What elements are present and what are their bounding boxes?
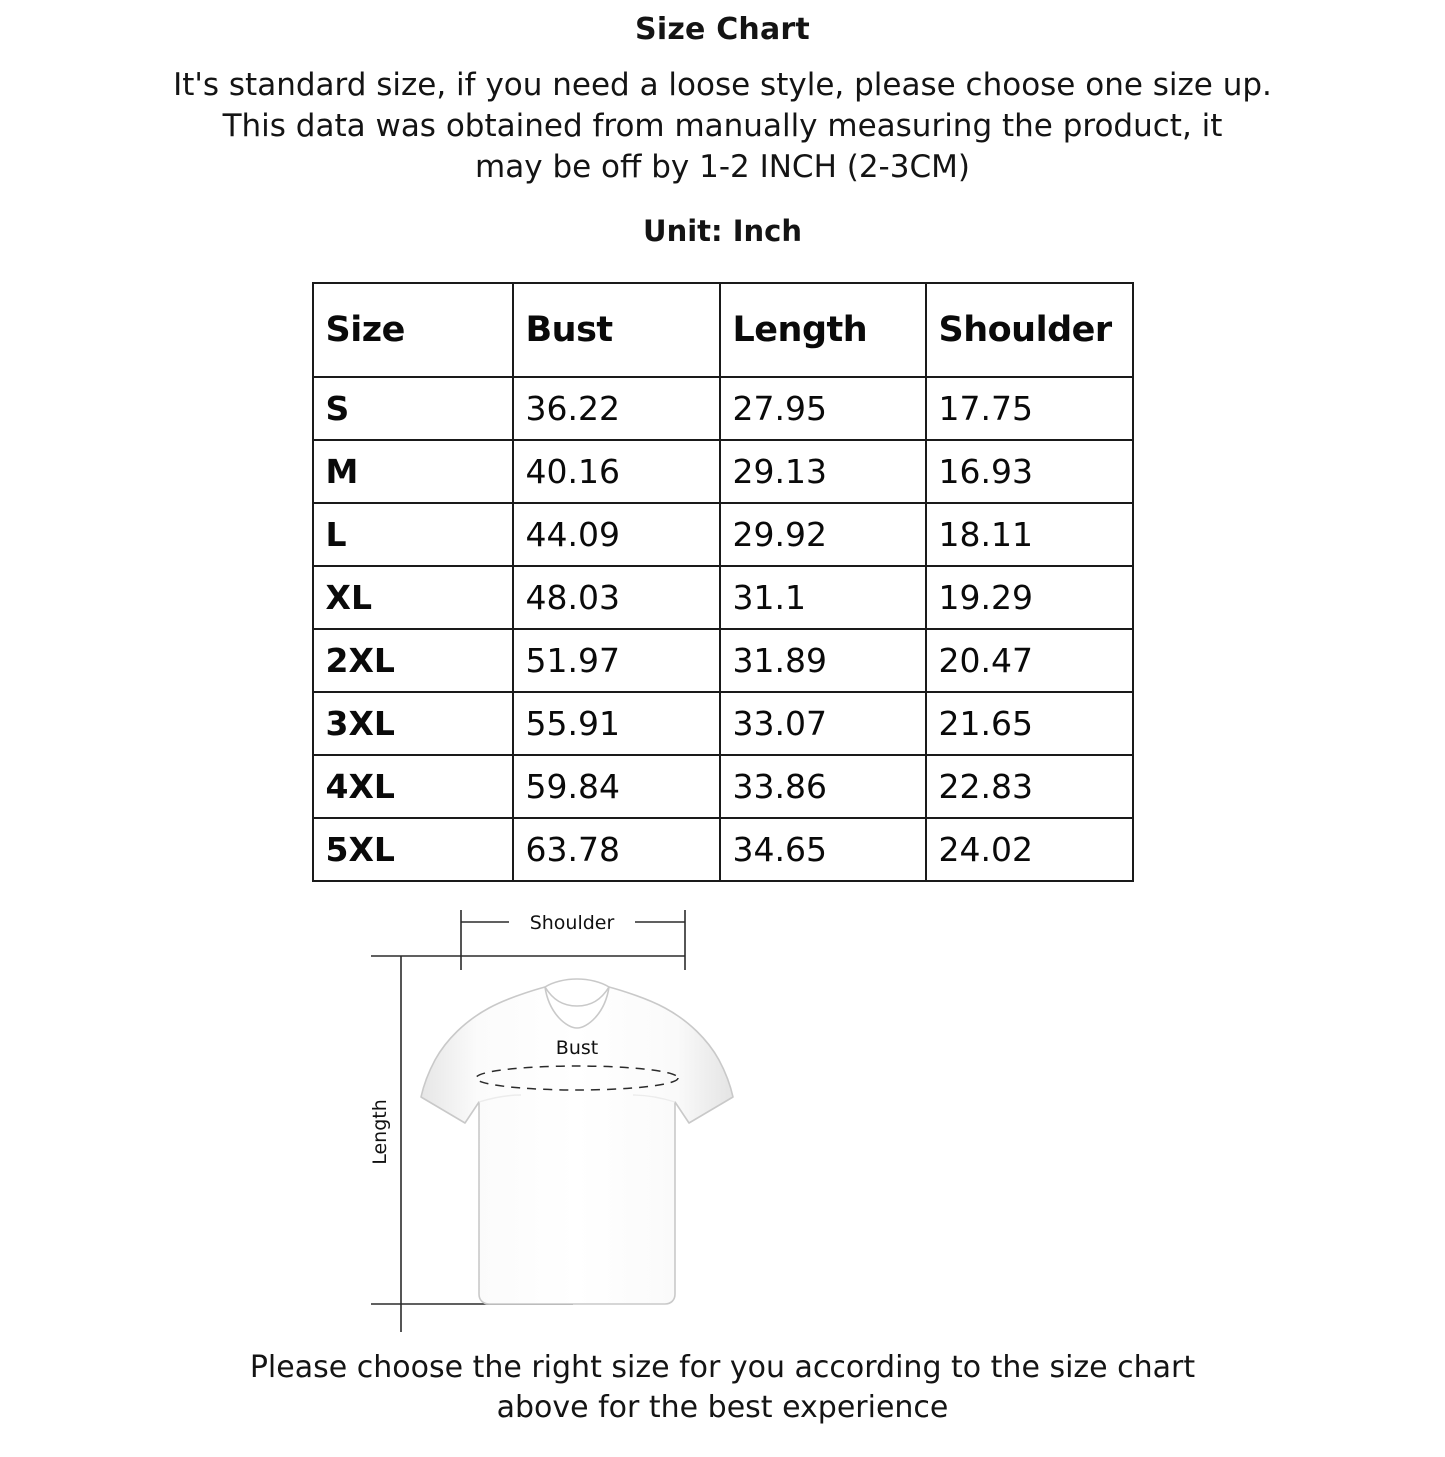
bust-dimension-label: Bust <box>555 1037 598 1059</box>
footer-note <box>0 1348 1445 1428</box>
unit-label: Unit: Inch <box>643 214 802 248</box>
cell-size: 2XL <box>313 629 513 692</box>
cell-size: M <box>313 440 513 503</box>
size-table <box>312 282 1134 882</box>
intro-line-2: This data was obtained from manually measuring the product, it <box>222 108 1223 144</box>
column-header-bust: Bust <box>513 283 720 377</box>
cell-bust: 40.16 <box>513 440 720 503</box>
cell-shoulder: 24.02 <box>926 818 1133 881</box>
cell-size: 3XL <box>313 692 513 755</box>
cell-length: 29.92 <box>720 503 926 566</box>
column-header-size: Size <box>313 283 513 377</box>
table-row <box>313 818 1133 881</box>
shoulder-dimension-label: Shoulder <box>529 912 614 934</box>
column-header-length: Length <box>720 283 926 377</box>
table-row <box>313 629 1133 692</box>
length-dimension-label: Length <box>368 1099 391 1165</box>
cell-length: 34.65 <box>720 818 926 881</box>
cell-size: 5XL <box>313 818 513 881</box>
size-chart-page <box>0 12 1445 1457</box>
cell-length: 33.86 <box>720 755 926 818</box>
cell-length: 31.89 <box>720 629 926 692</box>
table-row <box>313 692 1133 755</box>
cell-bust: 51.97 <box>513 629 720 692</box>
cell-size: L <box>313 503 513 566</box>
table-row <box>313 566 1133 629</box>
footer-line-1: Please choose the right size for you according to the size chart <box>249 1350 1196 1385</box>
measurement-diagram <box>313 892 1133 1342</box>
cell-length: 29.13 <box>720 440 926 503</box>
cell-shoulder: 19.29 <box>926 566 1133 629</box>
intro-line-1: It's standard size, if you need a loose style, please choose one size up. <box>173 67 1272 103</box>
cell-bust: 63.78 <box>513 818 720 881</box>
cell-bust: 48.03 <box>513 566 720 629</box>
cell-bust: 36.22 <box>513 377 720 440</box>
table-row <box>313 377 1133 440</box>
table-row <box>313 503 1133 566</box>
table-row <box>313 440 1133 503</box>
cell-bust: 59.84 <box>513 755 720 818</box>
cell-length: 33.07 <box>720 692 926 755</box>
footer-line-2: above for the best experience <box>496 1390 949 1425</box>
cell-length: 31.1 <box>720 566 926 629</box>
intro-line-3: may be off by 1-2 INCH (2-3CM) <box>475 149 970 185</box>
cell-shoulder: 18.11 <box>926 503 1133 566</box>
cell-shoulder: 20.47 <box>926 629 1133 692</box>
cell-shoulder: 16.93 <box>926 440 1133 503</box>
cell-shoulder: 22.83 <box>926 755 1133 818</box>
table-header-row <box>313 283 1133 377</box>
page-title: Size Chart <box>635 12 810 47</box>
intro-text <box>0 65 1445 188</box>
cell-size: 4XL <box>313 755 513 818</box>
cell-bust: 44.09 <box>513 503 720 566</box>
table-row <box>313 755 1133 818</box>
cell-bust: 55.91 <box>513 692 720 755</box>
column-header-shoulder: Shoulder <box>926 283 1133 377</box>
cell-size: XL <box>313 566 513 629</box>
cell-size: S <box>313 377 513 440</box>
cell-shoulder: 17.75 <box>926 377 1133 440</box>
cell-length: 27.95 <box>720 377 926 440</box>
cell-shoulder: 21.65 <box>926 692 1133 755</box>
